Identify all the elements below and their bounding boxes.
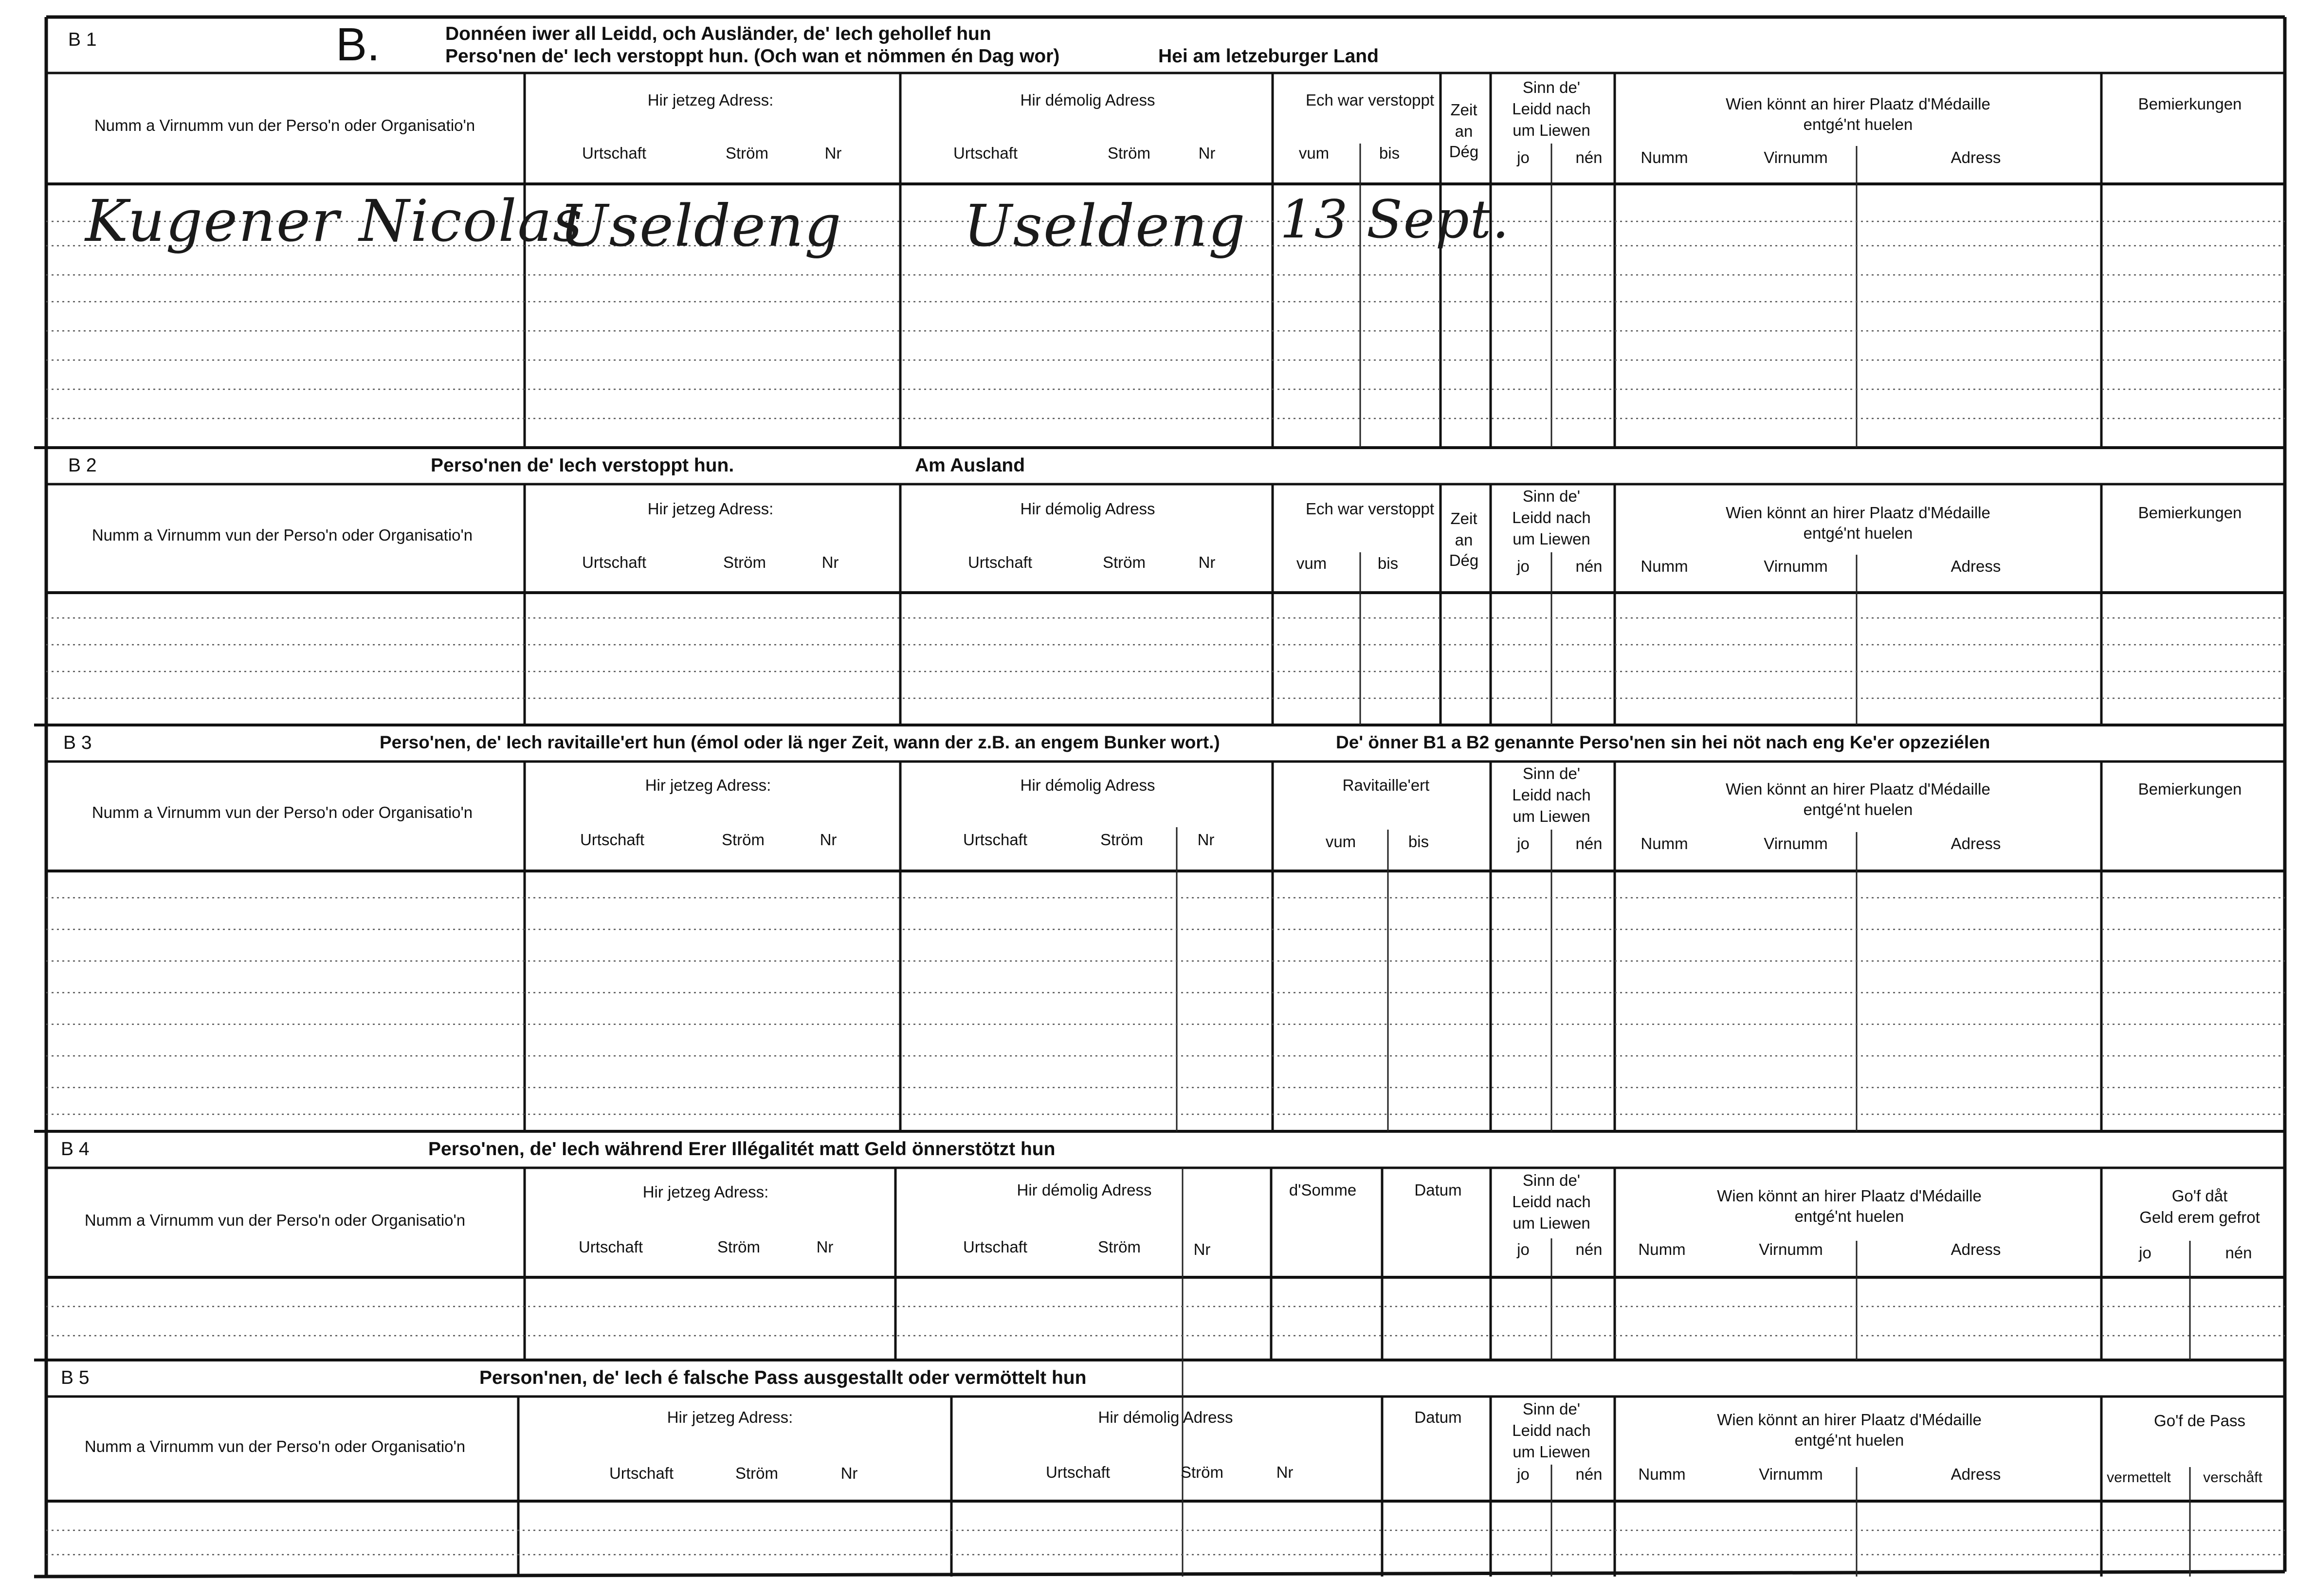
b3-hdr-medal-1: Wien könnt an hirer Plaatz d'Médaille [1726,780,1990,798]
b5-hdr-street: Ström [735,1464,779,1482]
b5-hdr-street2: Ström [1180,1463,1224,1481]
b1-hdr-place: Urtschaft [582,144,647,162]
b4-hdr-lost-2: Leidd nach [1512,1193,1591,1211]
b1-entry-name: Kugener Nicolas [85,187,583,254]
b1-hdr-m-first: Virnumm [1764,148,1828,166]
b2-hdr-street: Ström [723,553,766,571]
b3-title: Perso'nen, de' Iech ravitaille'ert hun (émol oder lä nger Zeit, wann der z.B. an engem Bunker wort.) [380,732,1220,752]
b1-hdr-to: bis [1379,144,1400,162]
b5-hdr-lost-2: Leidd nach [1512,1421,1591,1439]
b5-hdr-place2: Urtschaft [1045,1463,1111,1481]
b1-hdr-lost-1: Sinn de' [1522,78,1581,96]
b4-hdr-no: nén [1575,1240,1603,1258]
b3-hdr-lost-1: Sinn de' [1522,764,1581,782]
b4-hdr-current: Hir jetzeg Adress: [642,1183,769,1201]
b1-hdr-lost-3: um Liewen [1513,121,1590,139]
b5-hdr-lost-1: Sinn de' [1522,1400,1581,1418]
b1-hdr-lost-2: Leidd nach [1512,100,1591,118]
b4-hdr-medal-1: Wien könnt an hirer Plaatz d'Médaille [1717,1187,1982,1205]
b3-hdr-street: Ström [721,831,765,849]
b2-hdr-former: Hir démolig Adress [1020,500,1155,518]
b2-hdr-medal-2: entgé'nt huelen [1803,524,1913,542]
b2-hdr-hidden: Ech war verstoppt [1305,500,1435,518]
b5-hdr-nr: Nr [840,1464,858,1482]
b1-title-line2: Perso'nen de' Iech verstoppt hun. (Och wan et nömmen én Dag wor) [445,46,1060,67]
b4-hdr-name: Numm a Virnumm vun der Perso'n oder Organisatio'n [84,1211,466,1229]
b3-hdr-yes: jo [1517,834,1530,852]
b2-hdr-nr2: Nr [1198,553,1216,571]
b1-hdr-street: Ström [725,144,769,162]
b3-hdr-lost-3: um Liewen [1513,807,1590,825]
b1-hdr-place2: Urtschaft [953,144,1018,162]
b2-title-right: Am Ausland [915,455,1025,476]
b2-hdr-m-name: Numm [1641,557,1688,575]
b2-hdr-place2: Urtschaft [967,553,1033,571]
b1-hdr-from: vum [1298,144,1330,162]
b1-hdr-nr: Nr [824,144,842,162]
b5-hdr-name: Numm a Virnumm vun der Perso'n oder Organisatio'n [84,1437,466,1455]
b2-hdr-days-3: Dég [1449,551,1479,569]
b5-hdr-nr2: Nr [1276,1463,1294,1481]
b2-hdr-m-addr: Adress [1951,557,2001,575]
b1-code: B 1 [68,29,97,50]
b4-hdr-lost-3: um Liewen [1513,1214,1590,1232]
b1-hdr-days-3: Dég [1449,143,1479,161]
b3-hdr-from: vum [1325,833,1356,851]
b1-hdr-remarks: Bemierkungen [2138,95,2242,113]
b5-hdr-former: Hir démolig Adress [1098,1408,1233,1426]
b2-hdr-name: Numm a Virnumm vun der Perso'n oder Organisatio'n [91,526,473,544]
b4-hdr-nr2: Nr [1193,1240,1211,1258]
b1-entry-former: Useldeng [964,192,1246,259]
b3-hdr-nr2: Nr [1197,831,1215,849]
b1-entry-hidden-from: 13 Sept. [1280,189,1510,250]
b2-hdr-m-first: Virnumm [1764,557,1828,575]
b1-entry-current: Useldeng [560,192,842,259]
b1-hdr-street2: Ström [1107,144,1151,162]
b4-hdr-money-yes: jo [2139,1244,2151,1262]
b5-hdr-m-name: Numm [1638,1465,1686,1483]
b4-title: Perso'nen, de' Iech während Erer Illégalitét matt Geld önnerstötzt hun [428,1139,1056,1160]
b2-hdr-lost-2: Leidd nach [1512,508,1591,526]
b1-hdr-days-2: an [1455,122,1473,140]
b1-hdr-no: nén [1575,148,1603,166]
b4-hdr-place2: Urtschaft [963,1238,1028,1256]
b4-hdr-m-addr: Adress [1951,1240,2001,1258]
b4-hdr-former: Hir démolig Adress [1017,1181,1152,1199]
b5-hdr-yes: jo [1517,1465,1530,1483]
b3-hdr-m-first: Virnumm [1764,834,1828,852]
b3-hdr-medal-2: entgé'nt huelen [1803,800,1913,818]
b1-hdr-medal-1: Wien könnt an hirer Plaatz d'Médaille [1726,95,1990,113]
b1-hdr-current: Hir jetzeg Adress: [647,91,774,109]
b2-hdr-to: bis [1377,554,1399,572]
b3-hdr-remarks: Bemierkungen [2138,780,2242,798]
b5-hdr-medal-2: entgé'nt huelen [1794,1431,1904,1449]
b3-hdr-lost-2: Leidd nach [1512,786,1591,804]
b4-hdr-place: Urtschaft [578,1238,643,1256]
b1-hdr-m-name: Numm [1641,148,1688,166]
b5-hdr-place: Urtschaft [609,1464,674,1482]
b4-hdr-money-no: nén [2225,1244,2252,1262]
b3-hdr-m-name: Numm [1641,834,1688,852]
b3-hdr-to: bis [1408,833,1429,851]
b4-hdr-street2: Ström [1097,1238,1141,1256]
b4-hdr-money-1: Go'f dåt [2171,1187,2228,1205]
b5-hdr-pass: Go'f de Pass [2154,1412,2245,1430]
b2-hdr-no: nén [1575,557,1603,575]
b4-hdr-m-name: Numm [1638,1240,1686,1258]
b2-hdr-remarks: Bemierkungen [2138,504,2242,522]
b1-hdr-hidden: Ech war verstoppt [1305,91,1435,109]
b3-hdr-current: Hir jetzeg Adress: [645,776,771,794]
b1-hdr-nr2: Nr [1198,144,1216,162]
b4-hdr-sum: d'Somme [1289,1181,1357,1199]
b3-hdr-former: Hir démolig Adress [1020,776,1155,794]
b5-hdr-mediated: vermettelt [2107,1469,2171,1486]
b4-hdr-date: Datum [1414,1181,1462,1199]
b3-hdr-m-addr: Adress [1951,834,2001,852]
b3-hdr-street2: Ström [1100,831,1144,849]
b5-hdr-date: Datum [1414,1408,1462,1426]
b3-hdr-no: nén [1575,834,1603,852]
b5-hdr-medal-1: Wien könnt an hirer Plaatz d'Médaille [1717,1411,1982,1429]
b1-hdr-former: Hir démolig Adress [1020,91,1155,109]
b3-hdr-supplied: Ravitaille'ert [1342,776,1430,794]
b4-hdr-lost-1: Sinn de' [1522,1171,1581,1189]
b5-hdr-m-addr: Adress [1951,1465,2001,1483]
b3-hdr-place2: Urtschaft [963,831,1028,849]
b1-hdr-m-addr: Adress [1951,148,2001,166]
b5-hdr-obtained: verschåft [2203,1469,2262,1486]
b2-hdr-days-2: an [1455,531,1473,549]
b4-hdr-m-first: Virnumm [1759,1240,1823,1258]
b5-hdr-no: nén [1575,1465,1603,1483]
b5-hdr-lost-3: um Liewen [1513,1443,1590,1461]
b4-hdr-nr: Nr [816,1238,834,1256]
b3-code: B 3 [63,732,92,753]
b1-letter: B. [336,18,380,71]
b2-title: Perso'nen de' Iech verstoppt hun. [431,455,734,476]
b5-hdr-m-first: Virnumm [1759,1465,1823,1483]
b2-hdr-current: Hir jetzeg Adress: [647,500,774,518]
b2-hdr-lost-1: Sinn de' [1522,487,1581,505]
b4-hdr-yes: jo [1517,1240,1530,1258]
b2-hdr-street2: Ström [1102,553,1146,571]
b2-code: B 2 [68,455,97,476]
b4-hdr-medal-2: entgé'nt huelen [1794,1207,1904,1225]
b2-hdr-nr: Nr [821,553,839,571]
b1-title-right: Hei am letzeburger Land [1158,46,1379,67]
b1-hdr-name: Numm a Virnumm vun der Perso'n oder Organisatio'n [94,116,475,134]
b3-title-right: De' önner B1 a B2 genannte Perso'nen sin hei nöt nach eng Ke'er opzeziélen [1336,732,1990,752]
b5-code: B 5 [61,1367,90,1388]
b4-code: B 4 [61,1139,90,1160]
b2-hdr-yes: jo [1517,557,1530,575]
b1-hdr-medal-2: entgé'nt huelen [1803,115,1913,133]
grid-line-3 [34,1572,2285,1577]
b2-hdr-from: vum [1296,554,1327,572]
b3-hdr-name: Numm a Virnumm vun der Perso'n oder Organisatio'n [91,803,473,821]
b2-hdr-medal-1: Wien könnt an hirer Plaatz d'Médaille [1726,504,1990,522]
b1-hdr-days-1: Zeit [1450,101,1477,119]
b4-hdr-money-2: Geld erem gefrot [2139,1208,2260,1226]
b3-hdr-place: Urtschaft [580,831,645,849]
b2-hdr-place: Urtschaft [582,553,647,571]
b5-hdr-current: Hir jetzeg Adress: [667,1408,793,1426]
b1-title-line1: Donnéen iwer all Leidd, och Ausländer, de' Iech gehollef hun [445,23,991,44]
b1-hdr-yes: jo [1517,148,1530,166]
b4-hdr-street: Ström [717,1238,761,1256]
b3-hdr-nr: Nr [820,831,837,849]
b2-hdr-days-1: Zeit [1450,509,1477,527]
b5-title: Person'nen, de' Iech é falsche Pass ausgestallt oder vermöttelt hun [479,1367,1087,1388]
b2-hdr-lost-3: um Liewen [1513,530,1590,548]
